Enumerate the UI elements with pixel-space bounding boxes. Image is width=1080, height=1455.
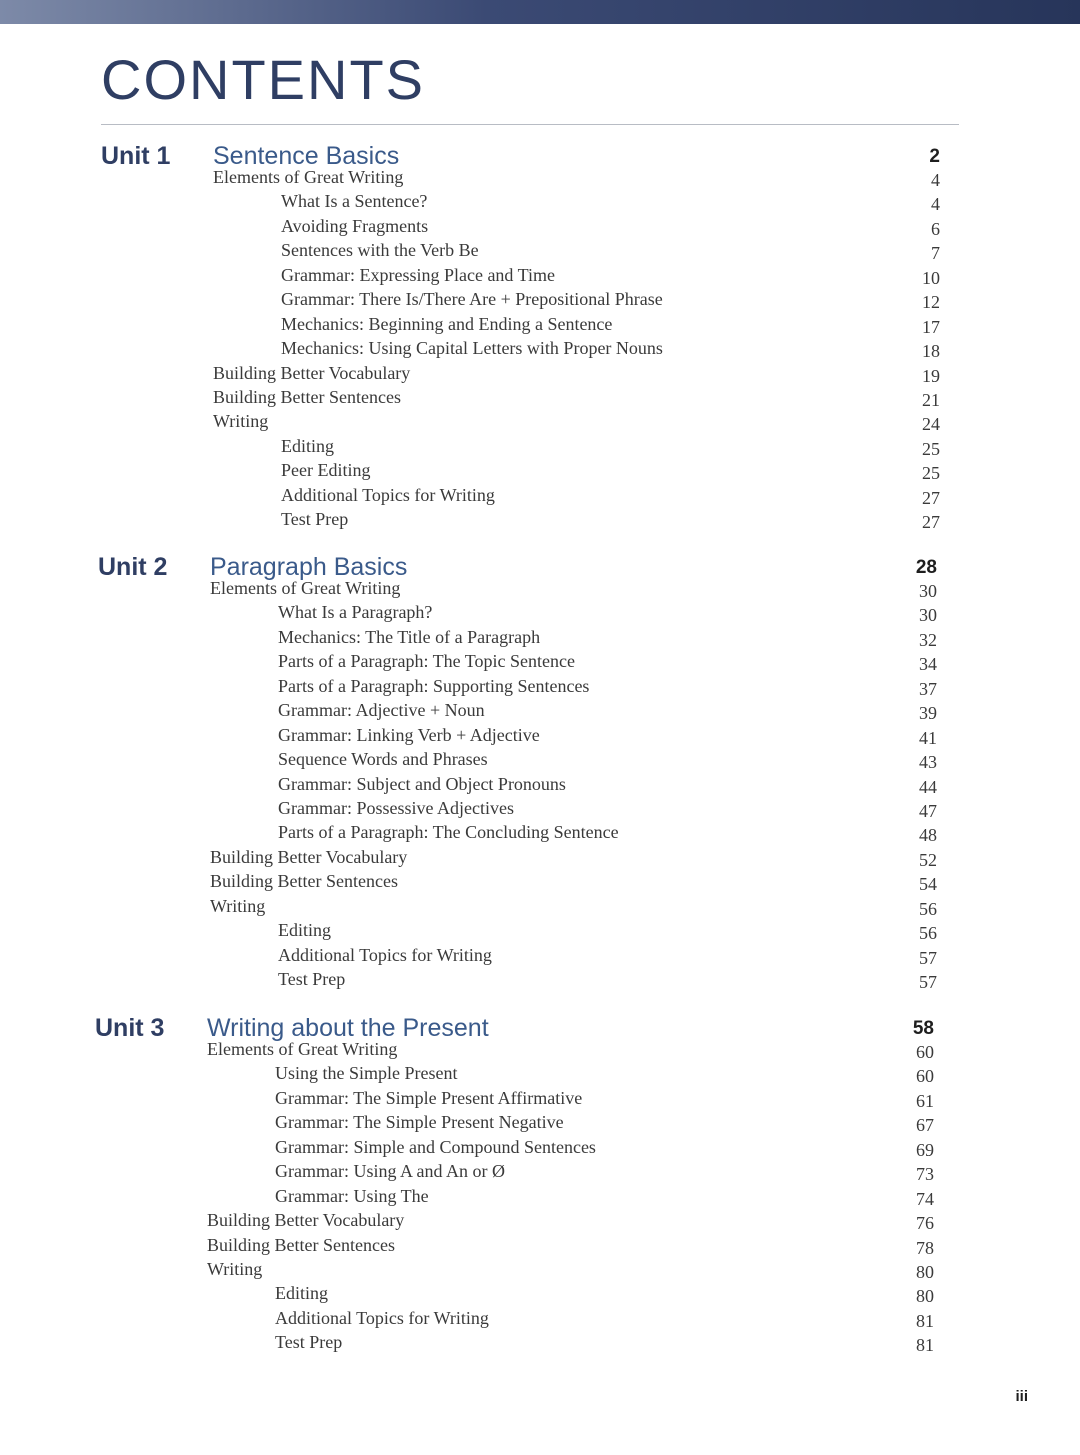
entry-list — [98, 577, 937, 992]
toc-entry-label: Grammar: There Is/There Are + Prepositional Phrase — [281, 289, 663, 310]
toc-entry-page: 81 — [916, 1335, 934, 1356]
toc-entry-label: Parts of a Paragraph: Supporting Sentences — [278, 675, 590, 696]
toc-entry[interactable] — [101, 239, 940, 263]
toc-entry-page: 56 — [919, 898, 937, 919]
toc-entry-page: 78 — [916, 1237, 934, 1258]
page-title: CONTENTS — [101, 48, 425, 111]
toc-entry[interactable] — [95, 1307, 934, 1331]
toc-entry[interactable] — [98, 773, 937, 797]
toc-entry[interactable] — [101, 386, 940, 410]
toc-entry[interactable] — [98, 919, 937, 943]
toc-entry-page: 17 — [922, 316, 940, 337]
toc-entry[interactable] — [98, 675, 937, 699]
entry-list — [101, 166, 940, 533]
toc-entry[interactable] — [101, 435, 940, 459]
toc-entry-label: Grammar: Using The — [275, 1185, 429, 1206]
toc-entry-page: 34 — [919, 654, 937, 675]
toc-entry[interactable] — [95, 1209, 934, 1233]
toc-entry-page: 52 — [919, 849, 937, 870]
toc-entry-page: 24 — [922, 414, 940, 435]
toc-entry-label: Editing — [281, 435, 334, 456]
toc-entry-label: Test Prep — [278, 969, 346, 989]
toc-entry-label: Elements of Great Writing — [207, 1039, 398, 1059]
toc-entry-page: 27 — [922, 487, 940, 508]
toc-entry-label: What Is a Sentence? — [281, 191, 428, 212]
unit-label: Unit 2 — [98, 553, 168, 581]
toc-entry-label: Elements of Great Writing — [210, 578, 401, 598]
toc-entry[interactable] — [101, 166, 940, 190]
toc-entry[interactable] — [98, 577, 937, 601]
toc-entry-page: 32 — [919, 629, 937, 650]
toc-entry-page: 57 — [919, 947, 937, 968]
toc-entry[interactable] — [95, 1160, 934, 1184]
toc-entry[interactable] — [98, 797, 937, 821]
toc-entry[interactable] — [101, 264, 940, 288]
toc-entry[interactable] — [95, 1234, 934, 1258]
toc-entry[interactable] — [98, 601, 937, 625]
toc-entry[interactable] — [95, 1087, 934, 1111]
toc-entry[interactable] — [101, 362, 940, 386]
toc-entry-page: 4 — [931, 194, 940, 215]
toc-entry-page: 57 — [919, 972, 937, 992]
toc-entry[interactable] — [98, 944, 937, 968]
unit-page-number: 58 — [912, 1018, 934, 1039]
unit-title[interactable]: Sentence Basics — [213, 142, 400, 170]
toc-entry-label: Additional Topics for Writing — [281, 484, 495, 505]
toc-entry-page: 60 — [916, 1066, 934, 1087]
toc-entry-label: Grammar: The Simple Present Affirmative — [275, 1087, 583, 1108]
toc-entry-label: Grammar: The Simple Present Negative — [275, 1112, 564, 1133]
toc-entry[interactable] — [98, 699, 937, 723]
toc-entry-page: 18 — [922, 341, 940, 362]
toc-entry[interactable] — [101, 459, 940, 483]
toc-entry[interactable] — [95, 1258, 934, 1282]
toc-entry-page: 80 — [916, 1261, 934, 1282]
toc-entry-label: Grammar: Possessive Adjectives — [278, 797, 514, 818]
toc-entry-label: What Is a Paragraph? — [278, 602, 433, 623]
toc-entry[interactable] — [95, 1282, 934, 1306]
toc-entry-label: Building Better Sentences — [207, 1234, 395, 1255]
toc-entry-label: Writing — [213, 411, 269, 432]
toc-entry-page: 4 — [931, 170, 940, 190]
toc-entry-label: Building Better Vocabulary — [213, 362, 411, 383]
toc-entry[interactable] — [101, 508, 940, 532]
toc-entry-page: 81 — [916, 1310, 934, 1331]
toc-entry-label: Editing — [278, 920, 331, 941]
toc-entry-label: Mechanics: The Title of a Paragraph — [278, 626, 541, 647]
toc-entry-page: 30 — [919, 581, 937, 601]
toc-entry-label: Avoiding Fragments — [281, 215, 429, 236]
toc-entry-page: 44 — [919, 776, 937, 797]
toc-entry-label: Building Better Vocabulary — [207, 1210, 405, 1231]
toc-entry-page: 60 — [916, 1042, 934, 1062]
toc-entry-page: 74 — [916, 1188, 934, 1209]
toc-entry-label: Test Prep — [281, 509, 349, 530]
toc-entry[interactable] — [101, 288, 940, 312]
toc-entry-page: 25 — [922, 463, 940, 484]
toc-entry-page: 48 — [919, 825, 937, 846]
toc-entry[interactable] — [95, 1038, 934, 1062]
toc-entry[interactable] — [98, 821, 937, 845]
toc-entry[interactable] — [98, 968, 937, 992]
toc-entry-page: 56 — [919, 923, 937, 944]
toc-entry[interactable] — [98, 650, 937, 674]
toc-entry-page: 21 — [922, 389, 940, 410]
toc-entry-label: Building Better Sentences — [210, 871, 398, 892]
toc-entry[interactable] — [98, 724, 937, 748]
toc-entry-page: 41 — [919, 727, 937, 748]
entry-list — [95, 1038, 934, 1356]
page-folio: iii — [1015, 1388, 1028, 1405]
toc-entry-label: Grammar: Using A and An or Ø — [275, 1161, 505, 1182]
toc-entry-page: 30 — [919, 605, 937, 626]
toc-entry-page: 76 — [916, 1213, 934, 1234]
toc-entry-page: 43 — [919, 752, 937, 773]
toc-entry[interactable] — [101, 337, 940, 361]
toc-entry-page: 67 — [916, 1115, 934, 1136]
toc-entry[interactable] — [95, 1062, 934, 1086]
toc-entry[interactable] — [95, 1331, 934, 1355]
toc-entry-page: 61 — [916, 1090, 934, 1111]
toc-entry-label: Grammar: Subject and Object Pronouns — [278, 773, 566, 794]
toc-entry-label: Sequence Words and Phrases — [278, 749, 488, 770]
toc-entry-label: Parts of a Paragraph: The Concluding Sentence — [278, 822, 619, 843]
unit-page-number: 28 — [915, 557, 937, 578]
title-divider — [101, 124, 959, 125]
toc-entry-page: 47 — [919, 800, 937, 821]
toc-entry[interactable] — [101, 215, 940, 239]
toc-entry-label: Writing — [210, 895, 266, 916]
toc-entry[interactable] — [101, 313, 940, 337]
toc-entry-page: 7 — [931, 243, 940, 264]
toc-entry[interactable] — [98, 748, 937, 772]
toc-entry-page: 19 — [922, 365, 940, 386]
toc-entry-label: Using the Simple Present — [275, 1063, 458, 1084]
unit-label: Unit 3 — [95, 1014, 165, 1042]
unit-label: Unit 1 — [101, 142, 171, 170]
toc-entry-label: Test Prep — [275, 1332, 343, 1353]
toc-entry-page: 73 — [916, 1164, 934, 1185]
toc-entry-page: 12 — [922, 292, 940, 313]
toc-entry-page: 39 — [919, 703, 937, 724]
toc-entry-label: Grammar: Linking Verb + Adjective — [278, 724, 540, 745]
toc-entry-label: Grammar: Simple and Compound Sentences — [275, 1136, 596, 1157]
toc-entry-page: 54 — [919, 874, 937, 895]
toc-entry[interactable] — [98, 626, 937, 650]
toc-entry-label: Building Better Sentences — [213, 386, 401, 407]
toc-entry-label: Mechanics: Beginning and Ending a Sentence — [281, 313, 613, 334]
toc-entry-page: 80 — [916, 1286, 934, 1307]
toc-entry[interactable] — [101, 484, 940, 508]
toc-entry-page: 69 — [916, 1139, 934, 1160]
toc-entry-label: Additional Topics for Writing — [278, 944, 492, 965]
toc-entry[interactable] — [101, 410, 940, 434]
toc-entry[interactable] — [98, 846, 937, 870]
toc-entry[interactable] — [98, 895, 937, 919]
toc-entry-label: Grammar: Adjective + Noun — [278, 700, 485, 721]
unit-title[interactable]: Writing about the Present — [207, 1014, 489, 1042]
toc-entry[interactable] — [95, 1185, 934, 1209]
toc-entry[interactable] — [95, 1111, 934, 1135]
toc-entry-page: 37 — [919, 678, 937, 699]
toc-entry[interactable] — [101, 190, 940, 214]
toc-entry-label: Editing — [275, 1283, 328, 1304]
toc-entry-label: Additional Topics for Writing — [275, 1307, 489, 1328]
unit-page-number: 2 — [929, 146, 940, 167]
toc-entry-label: Peer Editing — [281, 460, 371, 481]
top-color-bar — [0, 0, 1080, 24]
toc-entry-label: Grammar: Expressing Place and Time — [281, 264, 555, 285]
toc-entry-label: Writing — [207, 1258, 263, 1279]
toc-entry-label: Parts of a Paragraph: The Topic Sentence — [278, 651, 575, 672]
toc-entry-label: Mechanics: Using Capital Letters with Proper Nouns — [281, 338, 663, 359]
toc-entry[interactable] — [98, 870, 937, 894]
toc-entry-label: Building Better Vocabulary — [210, 846, 408, 867]
toc-entry[interactable] — [95, 1136, 934, 1160]
toc-entry-label: Sentences with the Verb Be — [281, 240, 479, 261]
toc-entry-page: 25 — [922, 438, 940, 459]
toc-entry-page: 10 — [922, 267, 940, 288]
toc-entry-label: Elements of Great Writing — [213, 167, 404, 187]
toc-entry-page: 6 — [931, 218, 940, 239]
toc-entry-page: 27 — [922, 512, 940, 533]
unit-title[interactable]: Paragraph Basics — [210, 553, 408, 581]
